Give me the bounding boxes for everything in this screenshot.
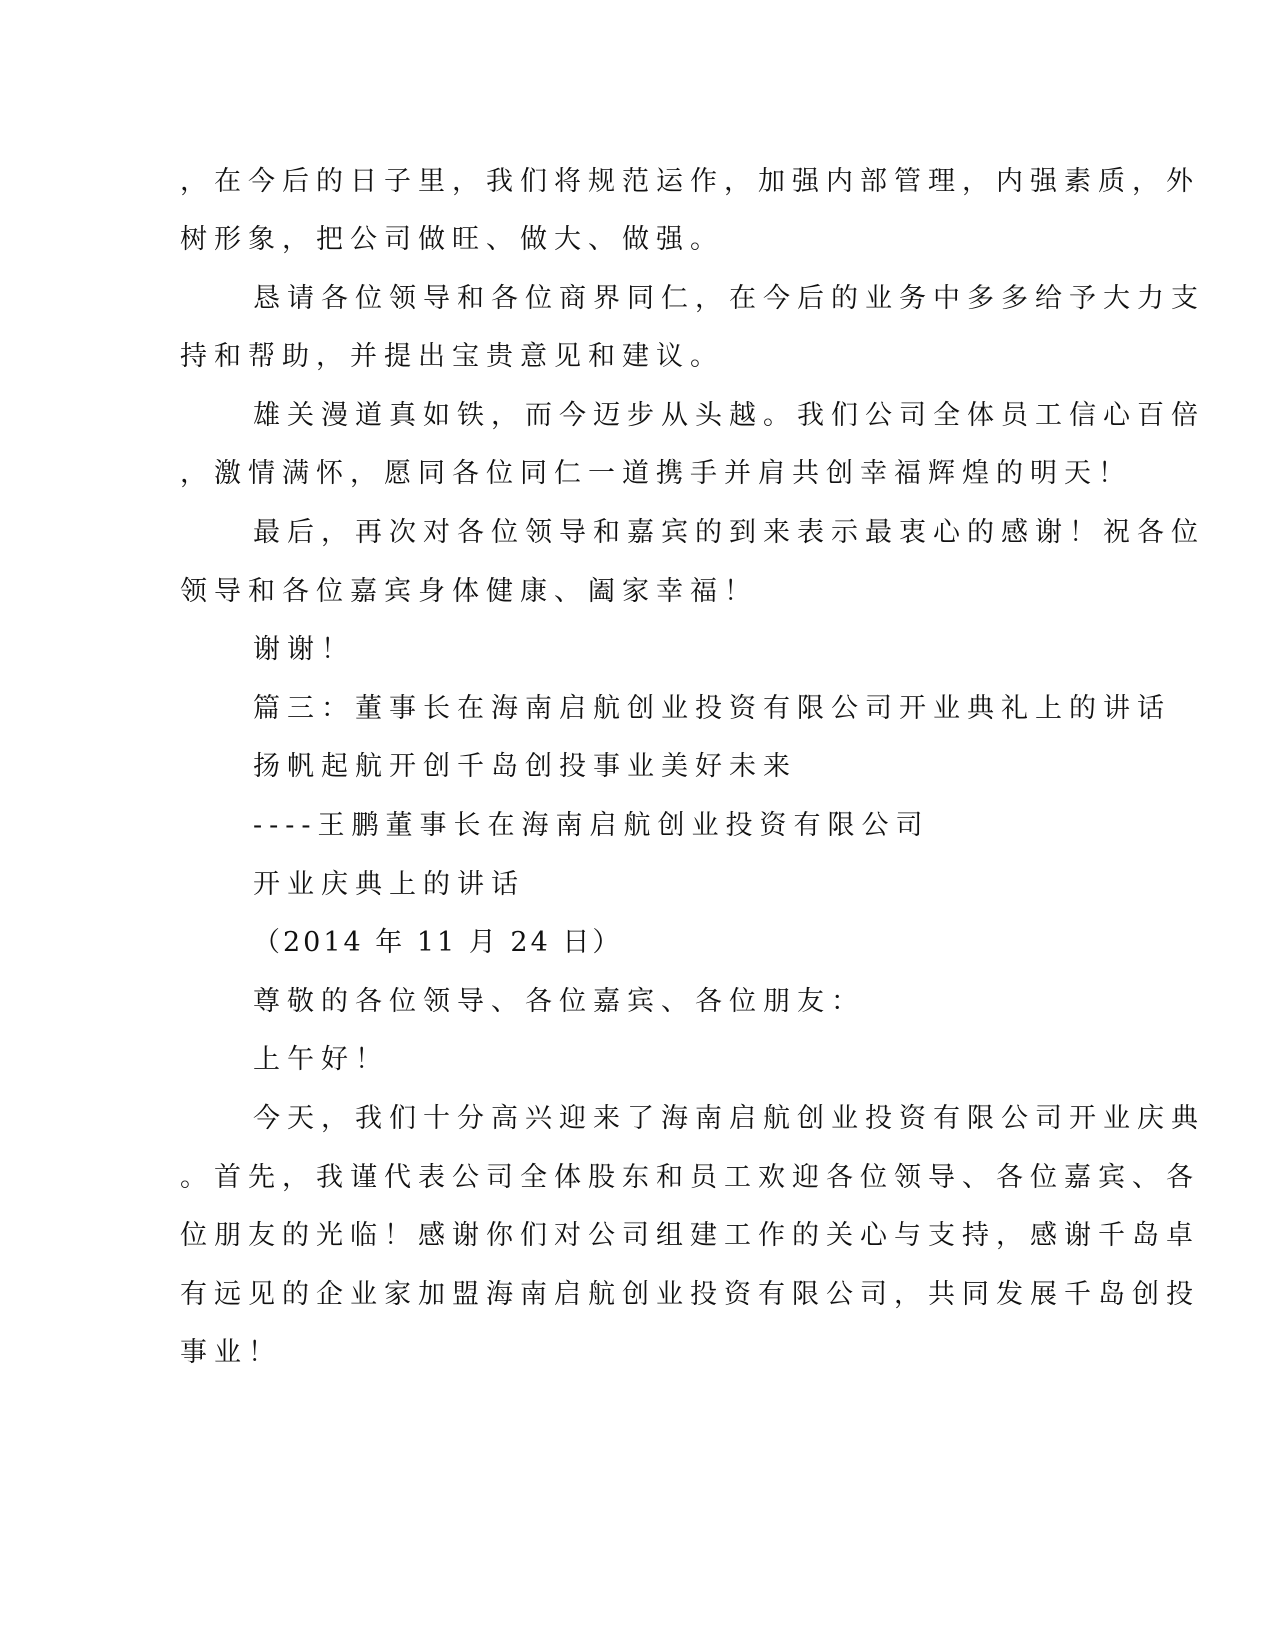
- body-text-line: 事业！: [180, 1337, 282, 1368]
- body-text-line: 。首先，我谨代表公司全体股东和员工欢迎各位领导、各位嘉宾、各: [180, 1162, 1200, 1193]
- thanks-line: 谢谢！: [253, 634, 355, 665]
- paragraph-start-line: 今天，我们十分高兴迎来了海南启航创业投资有限公司开业庆典: [253, 1103, 1205, 1134]
- speech-date: （2014 年 11 月 24 日）: [253, 927, 623, 958]
- body-text-line: ，激情满怀，愿同各位同仁一道携手并肩共创幸福辉煌的明天！: [180, 458, 1132, 489]
- body-text-line: 有远见的企业家加盟海南启航创业投资有限公司，共同发展千岛创投: [180, 1279, 1200, 1310]
- salutation: 尊敬的各位领导、各位嘉宾、各位朋友：: [253, 986, 865, 1017]
- body-text-line: 树形象，把公司做旺、做大、做强。: [180, 224, 724, 255]
- body-text-line: 位朋友的光临！感谢你们对公司组建工作的关心与支持，感谢千岛卓: [180, 1220, 1200, 1251]
- speech-title: 扬帆起航开创千岛创投事业美好未来: [253, 751, 797, 782]
- paragraph-start-line: 最后，再次对各位领导和嘉宾的到来表示最衷心的感谢！祝各位: [253, 517, 1205, 548]
- paragraph-start-line: 恳请各位领导和各位商界同仁，在今后的业务中多多给予大力支: [253, 283, 1205, 314]
- paragraph-start-line: 雄关漫道真如铁，而今迈步从头越。我们公司全体员工信心百倍: [253, 400, 1205, 431]
- greeting: 上午好！: [253, 1044, 389, 1075]
- speech-subtitle: ----王鹏董事长在海南启航创业投资有限公司: [253, 810, 930, 841]
- body-text-line: 持和帮助，并提出宝贵意见和建议。: [180, 341, 724, 372]
- speech-subtitle-continued: 开业庆典上的讲话: [253, 869, 525, 900]
- section-heading: 篇三：董事长在海南启航创业投资有限公司开业典礼上的讲话: [253, 693, 1171, 724]
- body-text-line: ，在今后的日子里，我们将规范运作，加强内部管理，内强素质，外: [180, 166, 1200, 197]
- body-text-line: 领导和各位嘉宾身体健康、阖家幸福！: [180, 576, 758, 607]
